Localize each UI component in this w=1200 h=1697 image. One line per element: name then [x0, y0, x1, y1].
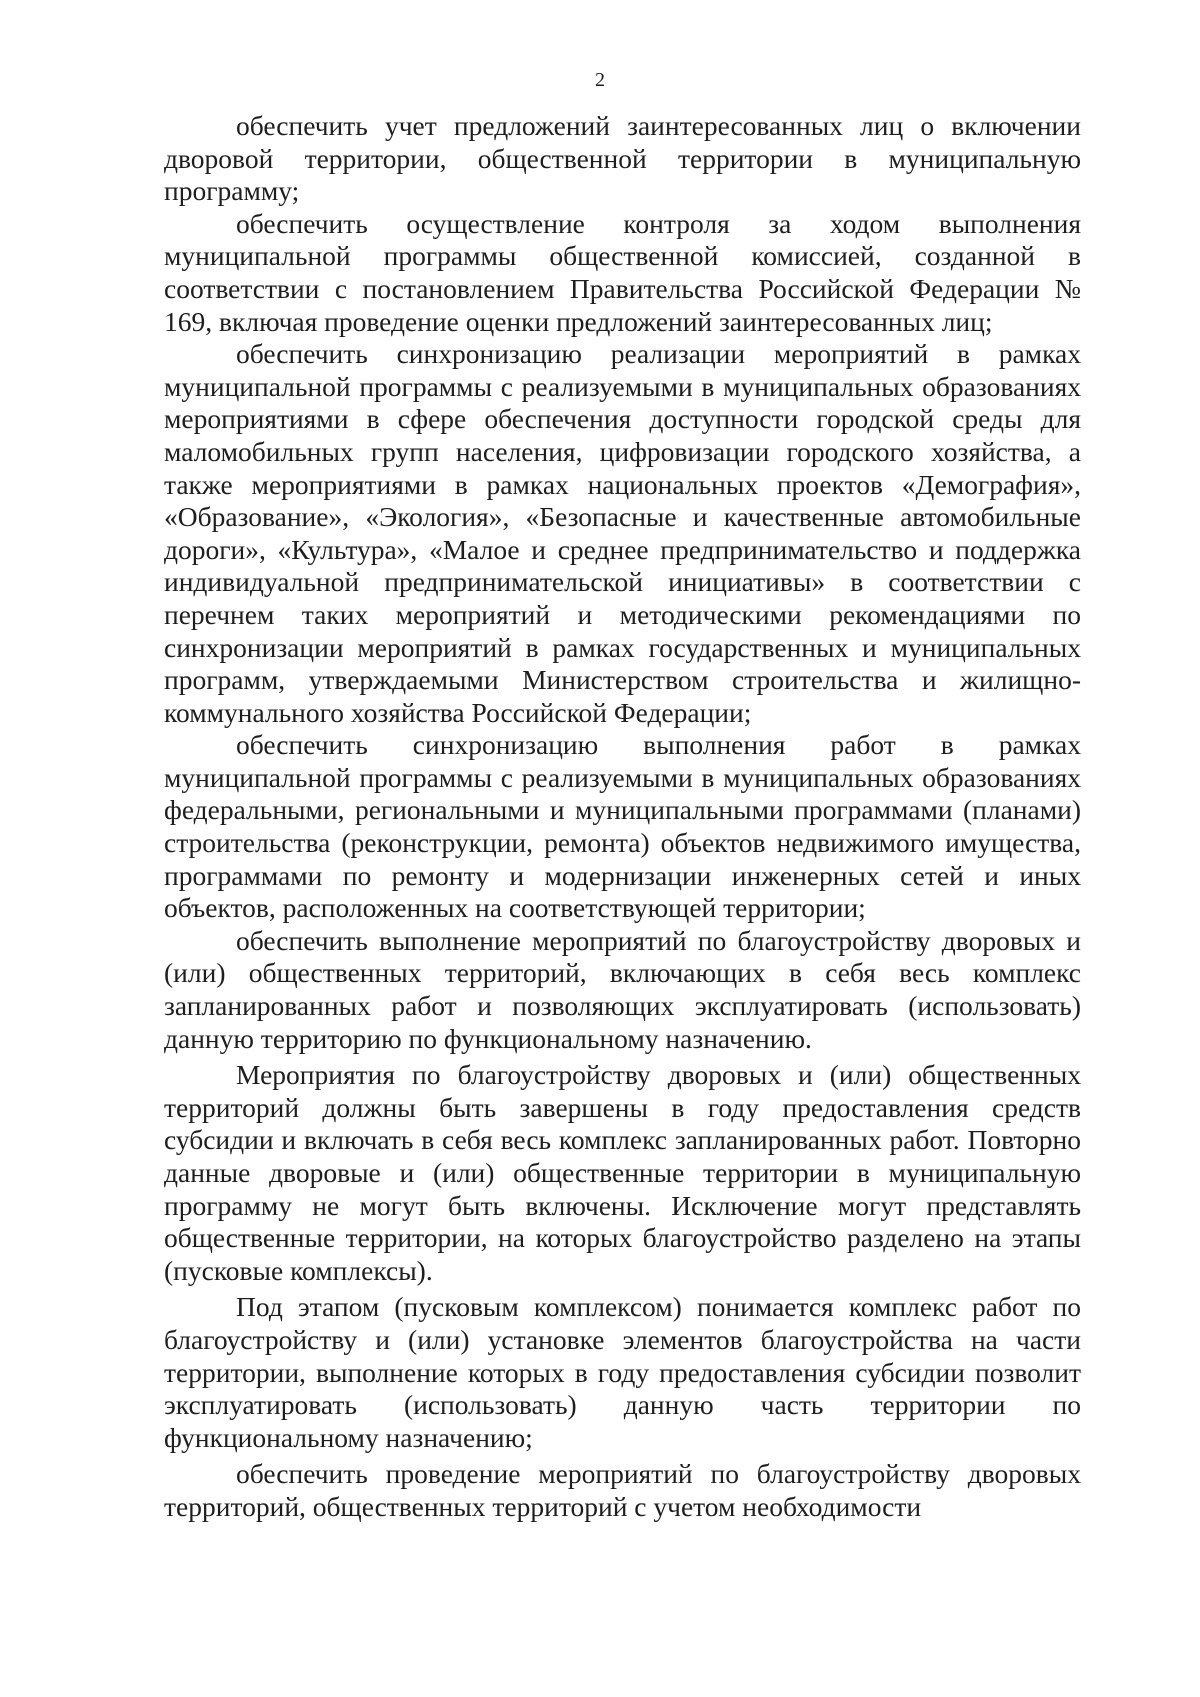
page-number: 2	[595, 69, 605, 91]
paragraph-conduct-activities: обеспечить проведение мероприятий по благоустройству дворовых территорий, общественных территорий с учетом необходимости	[164, 1458, 1081, 1522]
paragraph-completion-requirements: Мероприятия по благоустройству дворовых и (или) общественных территорий должны быть завершены в году предоставления средств субсидии и включать в себя весь комплекс запланированных работ. Повторно данные дворовые и (или) общественные территории в муниципальную программу не могут быть включены. Исключение могут представлять общественные территории, на которых благоустройство разделено на этапы (пусковые комплексы).	[164, 1059, 1081, 1286]
paragraph-account-proposals: обеспечить учет предложений заинтересованных лиц о включении дворовой территории, общественной территории в муниципальную программу;	[164, 110, 1081, 207]
paragraph-sync-works: обеспечить синхронизацию выполнения работ в рамках муниципальной программы с реализуемыми в муниципальных образованиях федеральными, региональными и муниципальными программами (планами) строительства (реконструкции, ремонта) объектов недвижимого имущества, программами по ремонту и модернизации инженерных сетей и иных объектов, расположенных на соответствующей территории;	[164, 729, 1081, 924]
paragraph-improvement-execution: обеспечить выполнение мероприятий по благоустройству дворовых и (или) общественных территорий, включающих в себя весь комплекс запланированных работ и позволяющих эксплуатировать (использовать) данную территорию по функциональному назначению.	[164, 924, 1081, 1054]
document-body	[164, 110, 1081, 1524]
paragraph-sync-activities: обеспечить синхронизацию реализации мероприятий в рамках муниципальной программы с реализуемыми в муниципальных образованиях мероприятиями в сфере обеспечения доступности городской среды для маломобильных групп населения, цифровизации городского хозяйства, а также мероприятиями в рамках национальных проектов «Демография», «Образование», «Экология», «Безопасные и качественные автомобильные дороги», «Культура», «Малое и среднее предпринимательство и поддержка индивидуальной предпринимательской инициативы» в соответствии с перечнем таких мероприятий и методическими рекомендациями по синхронизации мероприятий в рамках государственных и муниципальных программ, утверждаемыми Министерством строительства и жилищно-коммунального хозяйства Российской Федерации;	[164, 338, 1081, 728]
paragraph-control-commission: обеспечить осуществление контроля за ходом выполнения муниципальной программы общественной комиссией, созданной в соответствии с постановлением Правительства Российской Федерации № 169, включая проведение оценки предложений заинтересованных лиц;	[164, 207, 1081, 337]
paragraph-stage-definition: Под этапом (пусковым комплексом) понимается комплекс работ по благоустройству и (или) установке элементов благоустройства на части территории, выполнение которых в году предоставления субсидии позволит эксплуатировать (использовать) данную часть территории по функциональному назначению;	[164, 1291, 1081, 1453]
